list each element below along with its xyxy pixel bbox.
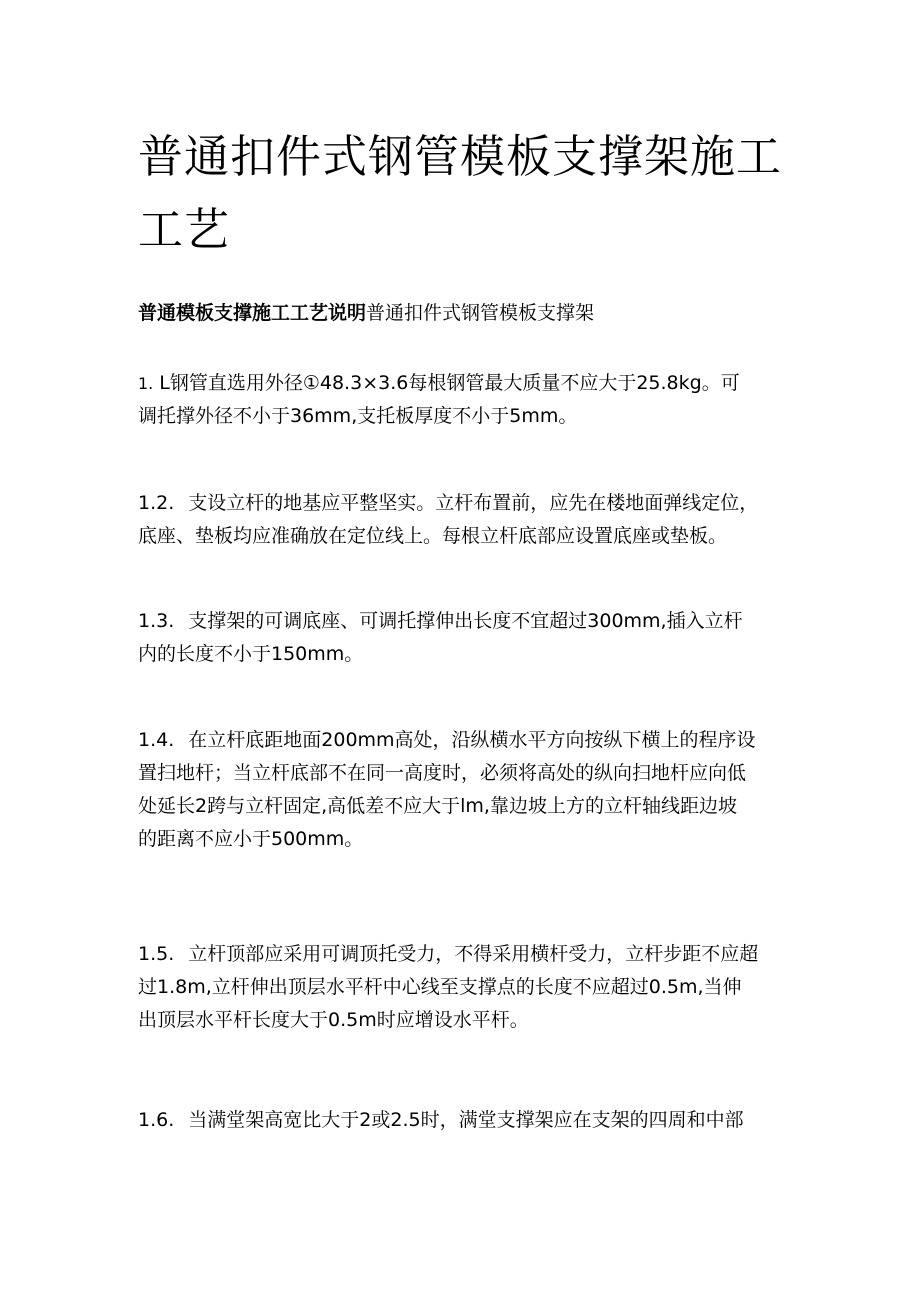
paragraph-number: 1.3. [138,610,175,632]
paragraph-1 [138,367,790,433]
paragraph-text: 当满堂架高宽比大于2或2.5时，满堂支撑架应在支架的四周和中部 [188,1109,744,1131]
subtitle-bold-text: 普通模板支撑施工工艺说明 [138,302,367,324]
paragraph-line: 内的长度不小于150mm。 [138,643,364,665]
paragraph-text: 在立杆底距地面200mm高处，沿纵横水平方向按纵下横上的程序设 [188,729,756,751]
paragraph-4 [138,724,790,856]
paragraph-line: 置扫地杆；当立杆底部不在同一高度时，必须将高处的纵向扫地杆应向低 [138,762,747,784]
paragraph-5 [138,938,790,1037]
paragraph-number: 1. [138,374,154,393]
paragraph-line [138,724,790,757]
paragraph-number: 1.6. [138,1109,175,1131]
paragraph-line [138,605,790,638]
paragraph-2 [138,487,790,553]
paragraph-line: 底座、垫板均应准确放在定位线上。每根立杆底部应设置底座或垫板。 [138,525,728,547]
paragraph-number: 1.5. [138,943,175,965]
paragraph-line: 出顶层水平杆长度大于0.5m时应增设水平杆。 [138,1009,529,1031]
paragraph-number: 1.4. [138,729,175,751]
subtitle-normal-text: 普通扣件式钢管模板支撑架 [366,302,595,324]
paragraph-line: 处延长2跨与立杆固定,高低差不应大于lm,靠边坡上方的立杆轴线距边坡 [138,795,737,817]
paragraph-6 [138,1104,790,1137]
paragraph-line [138,938,790,971]
paragraph-text: L钢管直选用外径①48.3×3.6每根钢管最大质量不应大于25.8kg。可 [159,372,740,394]
paragraph-line: 过1.8m,立杆伸出顶层水平杆中心线至支撑点的长度不应超过0.5m,当伸 [138,976,742,998]
paragraph-text: 立杆顶部应采用可调顶托受力，不得采用横杆受力，立杆步距不应超 [188,943,759,965]
paragraph-line [138,1104,790,1137]
paragraph-number: 1.2. [138,492,175,514]
paragraph-line [138,487,790,520]
paragraph-line: 的距离不应小于500mm。 [138,828,364,850]
paragraph-text: 支设立杆的地基应平整坚实。立杆布置前，应先在楼地面弹线定位， [188,492,759,514]
document-subtitle [138,297,798,329]
paragraph-line: 调托撑外径不小于36mm,支托板厚度不小于5mm。 [138,405,578,427]
paragraph-text: 支撑架的可调底座、可调托撑伸出长度不宜超过300mm,插入立杆 [188,610,743,632]
paragraph-line [138,367,790,400]
document-title: 普通扣件式钢管模板支撑架施工工艺 [138,130,783,256]
paragraph-3 [138,605,790,671]
